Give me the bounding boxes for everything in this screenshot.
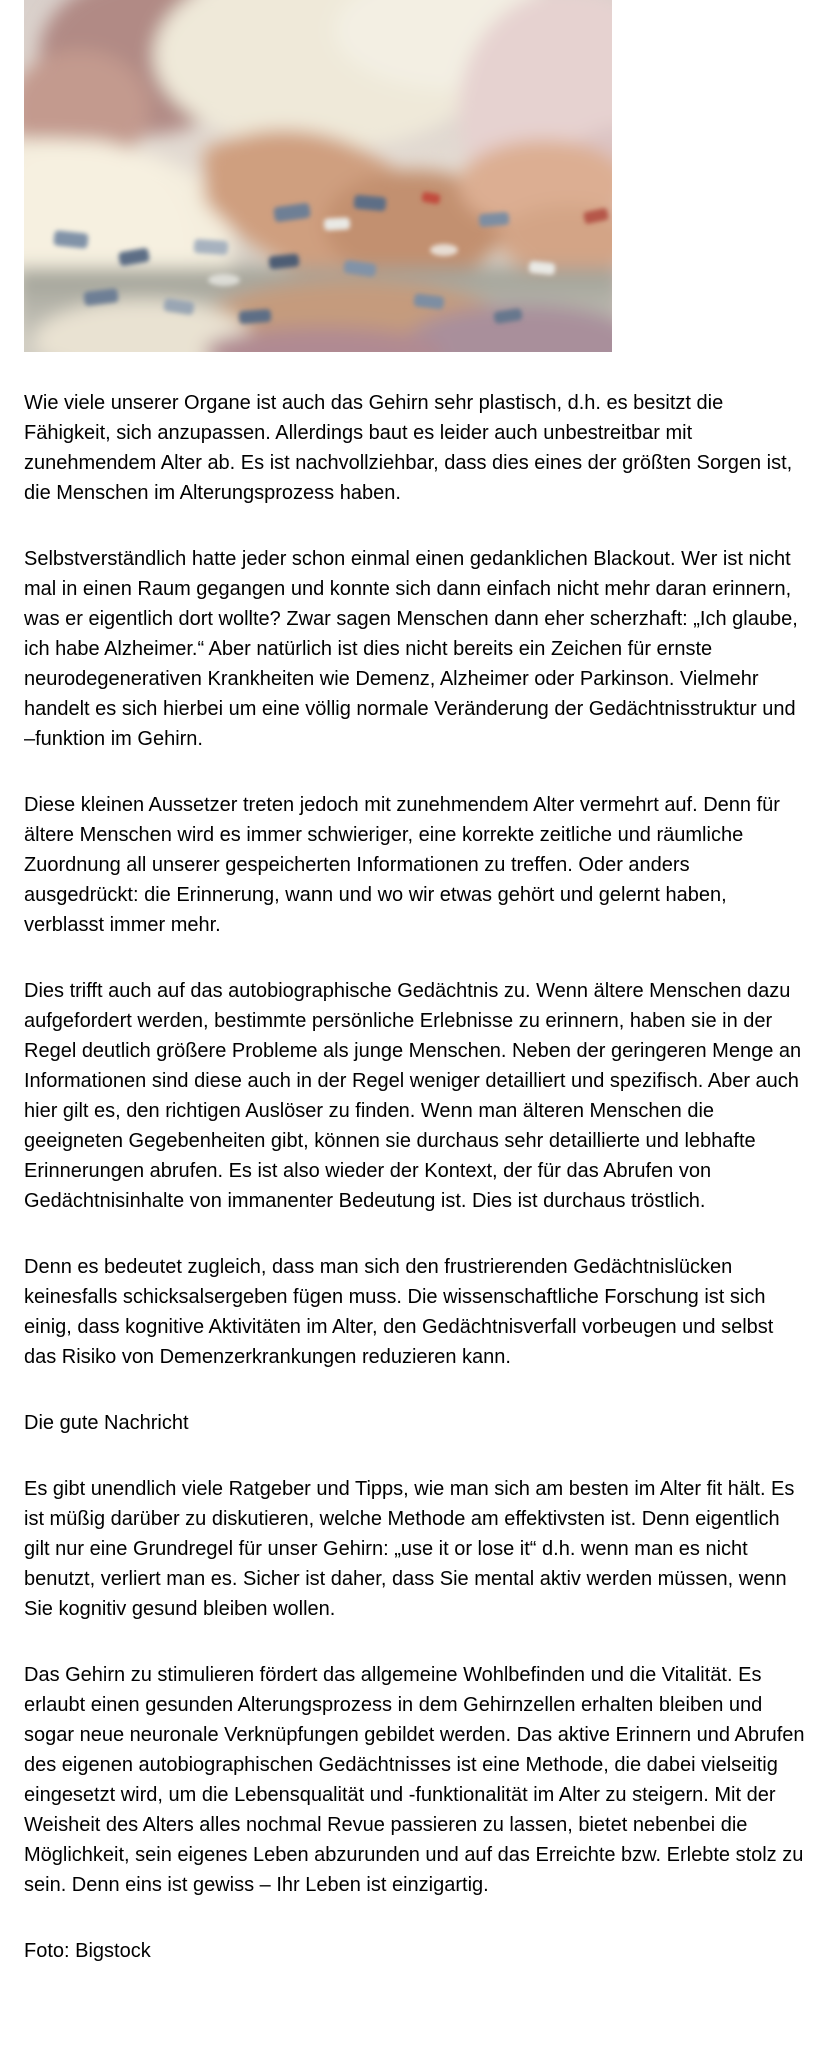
article-photo	[24, 0, 612, 352]
puzzle-photo-illustration	[24, 0, 612, 352]
paragraph-blackout: Selbstverständlich hatte jeder schon einmal einen gedanklichen Blackout. Wer ist nicht mal in einen Raum gegangen und konnte sich dann einfach nicht mehr daran erinnern, was er eigentlich dort wollte? Zwar sagen Menschen dann eher scherzhaft: „Ich glaube, ich habe Alzheimer.“ Aber natürlich ist dies nicht bereits ein Zeichen für ernste neurodegenerativen Krankheiten wie Demenz, Alzheimer oder Parkinson. Vielmehr handelt es sich hierbei um eine völlig normale Veränderung der Gedächtnisstruktur und –funktion im Gehirn.	[24, 548, 798, 750]
paragraph-aussetzer: Diese kleinen Aussetzer treten jedoch mit zunehmendem Alter vermehrt auf. Denn für ältere Menschen wird es immer schwieriger, eine korrekte zeitliche und räumliche Zuordnung all unserer gespeicherten Informationen zu treffen. Oder anders ausgedrückt: die Erinnerung, wann und wo wir etwas gehört und gelernt haben, verblasst immer mehr.	[24, 794, 780, 936]
paragraph-stimulation: Das Gehirn zu stimulieren fördert das allgemeine Wohlbefinden und die Vitalität. Es erlaubt einen gesunden Alterungsprozess in dem Gehirnzellen erhalten bleiben und sogar neue neuronale Verknüpfungen gebildet werden. Das aktive Erinnern und Abrufen des eigenen autobiographischen Gedächtnisses ist eine Methode, die dabei vielseitig eingesetzt wird, um die Lebensqualität und -funktionalität im Alter zu steigern. Mit der Weisheit des Alters alles nochmal Revue passieren zu lassen, bietet nebenbei die Möglichkeit, sein eigenes Leben abzurunden und auf das Erreichte bzw. Erlebte stolz zu sein. Denn eins ist gewiss – Ihr Leben ist einzigartig.	[24, 1664, 805, 1896]
section-heading-gute-nachricht: Die gute Nachricht	[24, 1412, 189, 1434]
paragraph-plasticity: Wie viele unserer Organe ist auch das Gehirn sehr plastisch, d.h. es besitzt die Fähigkeit, sich anzupassen. Allerdings baut es leider auch unbestreitbar mit zunehmendem Alter ab. Es ist nachvollziehbar, dass dies eines der größten Sorgen ist, die Menschen im Alterungsprozess haben.	[24, 392, 793, 504]
paragraph-use-it-or-lose-it: Es gibt unendlich viele Ratgeber und Tipps, wie man sich am besten im Alter fit hält. Es ist müßig darüber zu diskutieren, welche Methode am effektivsten ist. Denn eigentlich gilt nur eine Grundregel für unser Gehirn: „use it or lose it“ d.h. wenn man es nicht benutzt, verliert man es. Sicher ist daher, dass Sie mental aktiv werden müssen, wenn Sie kognitiv gesund bleiben wollen.	[24, 1478, 795, 1620]
photo-credit: Foto: Bigstock	[24, 1940, 151, 1962]
paragraph-forschung: Denn es bedeutet zugleich, dass man sich den frustrierenden Gedächtnislücken keinesfalls schicksalsergeben fügen muss. Die wissenschaftliche Forschung ist sich einig, dass kognitive Aktivitäten im Alter, den Gedächtnisverfall vorbeugen und selbst das Risiko von Demenzerkrankungen reduzieren kann.	[24, 1256, 774, 1368]
article-body	[24, 388, 805, 1966]
paragraph-autobiographisches-gedaechtnis: Dies trifft auch auf das autobiographische Gedächtnis zu. Wenn ältere Menschen dazu aufgefordert werden, bestimmte persönliche Erlebnisse zu erinnern, haben sie in der Regel deutlich größere Probleme als junge Menschen. Neben der geringeren Menge an Informationen sind diese auch in der Regel weniger detailliert und spezifisch. Aber auch hier gilt es, den richtigen Auslöser zu finden. Wenn man älteren Menschen die geeigneten Gegebenheiten gibt, können sie durchaus sehr detaillierte und lebhafte Erinnerungen abrufen. Es ist also wieder der Kontext, der für das Abrufen von Gedächtnisinhalte von immanenter Bedeutung ist. Dies ist durchaus tröstlich.	[24, 980, 802, 1212]
